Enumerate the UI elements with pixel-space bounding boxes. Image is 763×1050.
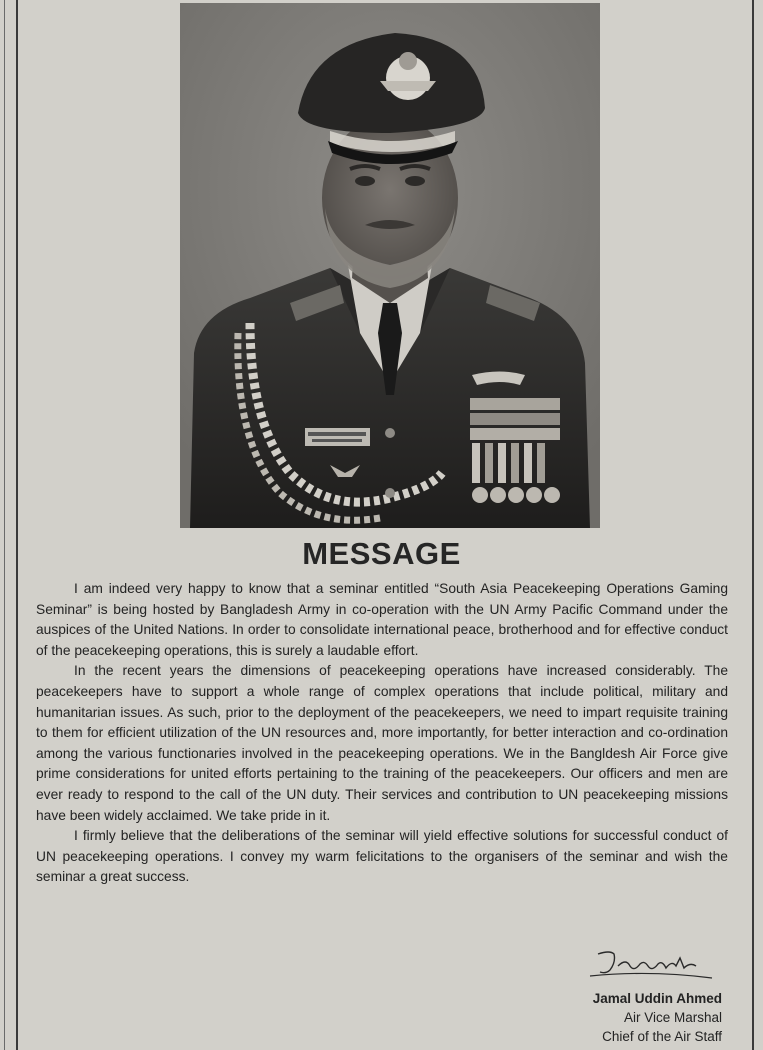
- signatory-position: Chief of the Air Staff: [602, 1029, 722, 1044]
- message-paragraph-1: I am indeed very happy to know that a seminar entitled “South Asia Peacekeeping Operations Gaming Seminar” is being hosted by Bangladesh Army in co-operation with the UN Army Pacific Command under the auspices of the United Nations. In order to consolidate international peace, brotherhood and for effective conduct of the peacekeeping operations, this is surely a laudable effort.: [36, 581, 728, 658]
- message-title: MESSAGE: [302, 536, 461, 571]
- signatory-name: Jamal Uddin Ahmed: [592, 991, 722, 1006]
- signatory-rank: Air Vice Marshal: [623, 1010, 722, 1025]
- message-paragraph-2: In the recent years the dimensions of peacekeeping operations have increased considerably. The peacekeepers have to support a whole range of complex operations that include political, military and humanitarian issues. As such, prior to the deployment of the peacekeepers, we need to impart requisite training to them for efficient utilization of the UN resources and, more importantly, for better interaction and co-ordination among the various functionaries involved in the peacekeeping operations. We in the Bangldesh Air Force give prime considerations for united efforts pertaining to the training of the peacekeepers. Our officers and men are ever ready to respond to the call of the UN duty. Their services and contribution to UN peacekeeping missions have been widely acclaimed. We take pride in it.: [36, 663, 728, 823]
- left-margin-rule-outer: [4, 0, 5, 1050]
- right-margin-rule: [752, 0, 754, 1050]
- message-body: [36, 579, 728, 888]
- signature-block: [540, 989, 722, 1046]
- portrait-illustration: [180, 3, 600, 528]
- portrait-photo: [180, 3, 600, 528]
- message-paragraph-3: I firmly believe that the deliberations of the seminar will yield effective solutions for successful conduct of UN peacekeeping operations. I convey my warm felicitations to the organisers of the seminar and wish the seminar a great success.: [36, 828, 728, 885]
- name-tag: [305, 428, 370, 446]
- left-margin-rule: [16, 0, 18, 1050]
- handwritten-signature: [580, 944, 720, 984]
